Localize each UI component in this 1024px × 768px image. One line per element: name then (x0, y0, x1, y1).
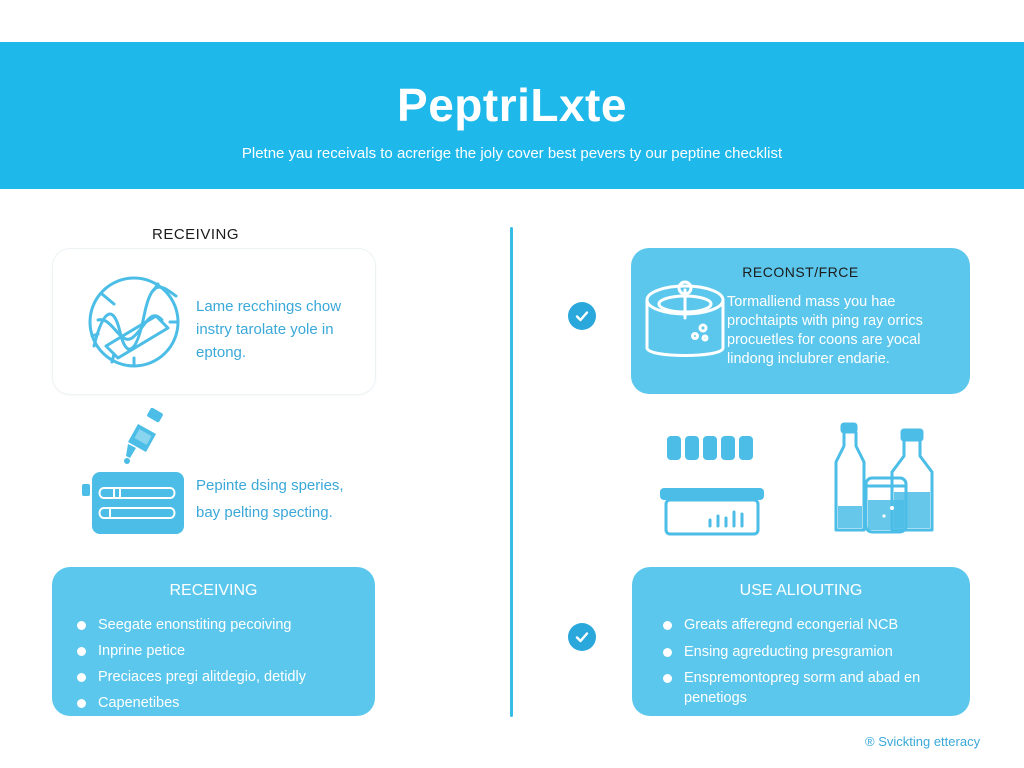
reconstitution-container-icon (643, 278, 727, 370)
receiving-steps-title: RECEIVING (169, 582, 258, 599)
receiving-steps-list (76, 612, 306, 716)
clock-chart-icon (84, 276, 184, 368)
use-aliquoting-card (632, 567, 970, 716)
tray-chart-icon (660, 488, 764, 536)
bottles-icon (832, 422, 936, 538)
list-item: Enspremontopreg sorm and abad en penetiogs (662, 668, 944, 708)
use-aliquoting-title: USE ALIOUTING (739, 582, 863, 599)
vial-row-icon (667, 434, 755, 462)
list-item: Capenetibes (76, 690, 306, 716)
footer-text: ® Svickting etteracy (865, 734, 981, 749)
list-item: Seegate enonstiting pecoiving (76, 612, 306, 638)
receiving-heading: RECEIVING (152, 226, 240, 243)
list-item: Preciaces pregi alitdegio, detidly (76, 664, 306, 690)
check-circle-icon (568, 623, 596, 651)
reconstitution-title: RECONST/FRCE (742, 264, 859, 280)
list-item: Inprine petice (76, 638, 306, 664)
list-item: Ensing agreducting presgramion (662, 639, 944, 666)
dropper-icon (122, 408, 172, 468)
receiving-info-text: Lame recchings chow instry tarolate yole in eptong. (196, 298, 342, 361)
receiving-steps-card (52, 567, 375, 716)
use-aliquoting-list (662, 612, 944, 708)
page-title: PeptriLxte (397, 79, 627, 131)
check-circle-icon (568, 302, 596, 330)
reconstitution-card (631, 248, 970, 394)
dosing-text: Pepinte dsing speries, bay pelting specting. (196, 477, 344, 521)
page-subtitle: Pletne yau receivals to acrerige the joly cover best pevers ty our peptine checklist (241, 145, 783, 162)
vial-tray-icon (80, 470, 186, 536)
center-divider (510, 227, 513, 717)
list-item: Greats afferegnd econgerial NCB (662, 612, 944, 639)
reconstitution-text: Tormalliend mass you hae prochtaipts with ping ray orrics procuetles for coons are yocal lindong inclubrer endarie. (727, 294, 923, 367)
